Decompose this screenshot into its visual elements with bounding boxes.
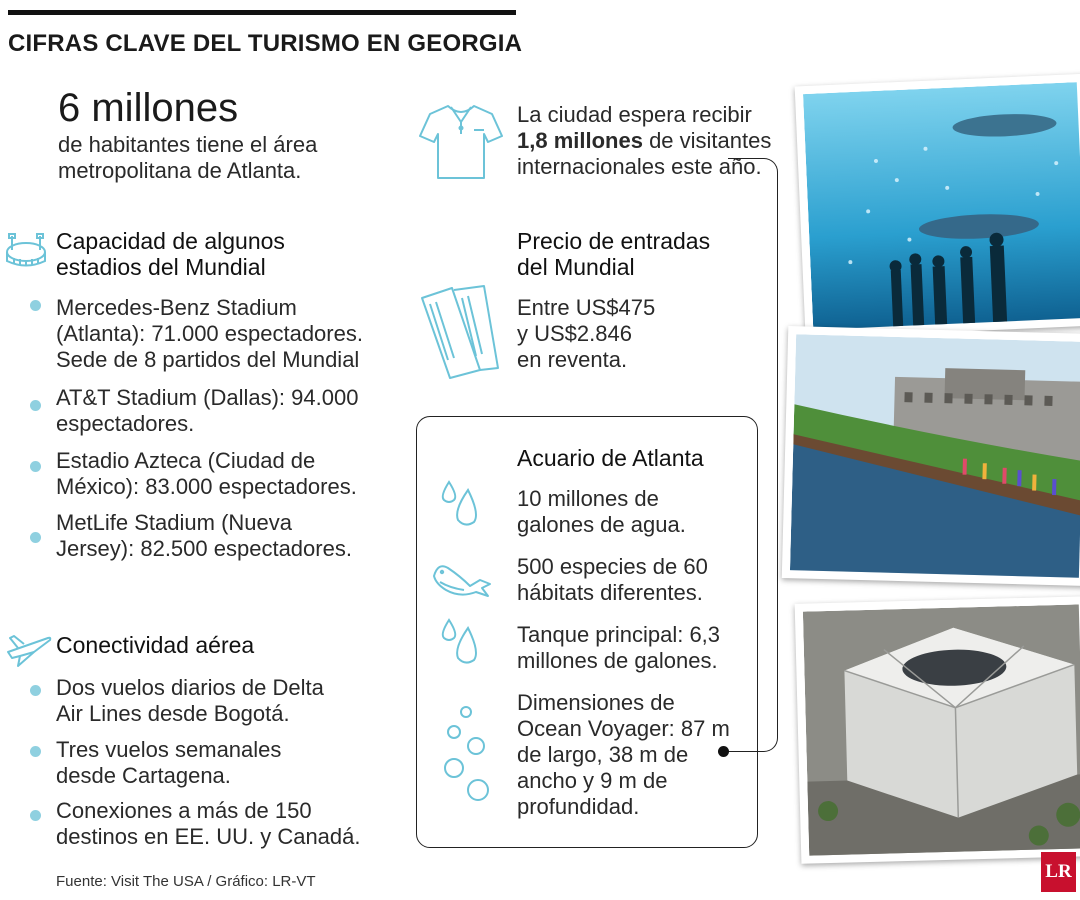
aquarium-line: Tanque principal: 6,3 bbox=[517, 622, 721, 647]
whale-icon bbox=[430, 556, 494, 600]
list-item bbox=[56, 510, 352, 562]
tickets-text bbox=[517, 295, 655, 373]
list-item-line: Dos vuelos diarios de Delta bbox=[56, 675, 324, 700]
list-item-line: espectadores. bbox=[56, 411, 195, 436]
list-item bbox=[56, 798, 361, 850]
bullet-dot bbox=[30, 532, 41, 543]
list-item bbox=[56, 295, 363, 373]
stadium-photo bbox=[795, 596, 1080, 864]
stadiums-heading bbox=[56, 228, 285, 280]
list-item bbox=[56, 737, 281, 789]
heading-line: Precio de entradas bbox=[517, 228, 711, 254]
list-item-line: (Atlanta): 71.000 espectadores. bbox=[56, 321, 363, 346]
tickets-heading bbox=[517, 228, 710, 280]
list-item-line: México): 83.000 espectadores. bbox=[56, 474, 357, 499]
aquarium-line: millones de galones. bbox=[517, 648, 718, 673]
aquarium-photo bbox=[795, 74, 1080, 338]
visitors-line-rest: de visitantes bbox=[642, 128, 772, 153]
list-item-line: desde Cartagena. bbox=[56, 763, 231, 788]
aquarium-item bbox=[517, 622, 720, 674]
airplane-icon bbox=[4, 630, 52, 670]
list-item-line: Air Lines desde Bogotá. bbox=[56, 701, 290, 726]
bullet-dot bbox=[30, 461, 41, 472]
list-item bbox=[56, 385, 358, 437]
list-item-line: Estadio Azteca (Ciudad de bbox=[56, 448, 316, 473]
aquarium-line: hábitats diferentes. bbox=[517, 580, 703, 605]
bullet-dot bbox=[30, 300, 41, 311]
aquarium-line: de largo, 38 m de bbox=[517, 742, 689, 767]
list-item-line: MetLife Stadium (Nueva bbox=[56, 510, 292, 535]
list-item-line: Mercedes-Benz Stadium bbox=[56, 295, 297, 320]
population-line: metropolitana de Atlanta. bbox=[58, 158, 302, 183]
aquarium-line: Ocean Voyager: 87 m bbox=[517, 716, 730, 741]
aquarium-line: 10 millones de bbox=[517, 486, 659, 511]
air-heading: Conectividad aérea bbox=[56, 632, 255, 658]
water-drops-icon bbox=[438, 478, 486, 530]
aquarium-line: Dimensiones de bbox=[517, 690, 675, 715]
bullet-dot bbox=[30, 746, 41, 757]
population-figure: 6 millones bbox=[58, 86, 239, 130]
stadium-icon bbox=[4, 232, 48, 270]
shirt-icon bbox=[418, 100, 504, 182]
tickets-line: en reventa. bbox=[517, 347, 628, 372]
aquarium-item bbox=[517, 486, 686, 538]
list-item-line: Conexiones a más de 150 bbox=[56, 798, 312, 823]
title-rule bbox=[8, 10, 516, 15]
heading-line: Capacidad de algunos bbox=[56, 228, 285, 254]
riverfront-photo bbox=[782, 326, 1080, 586]
aquarium-line: profundidad. bbox=[517, 794, 640, 819]
aquarium-line: 500 especies de 60 bbox=[517, 554, 708, 579]
list-item-line: Tres vuelos semanales bbox=[56, 737, 282, 762]
list-item-line: Jersey): 82.500 espectadores. bbox=[56, 536, 352, 561]
page-title: CIFRAS CLAVE DEL TURISMO EN GEORGIA bbox=[8, 30, 523, 57]
lr-logo: LR bbox=[1041, 852, 1076, 892]
visitors-line: internacionales este año. bbox=[517, 154, 762, 179]
connector-line bbox=[728, 158, 778, 752]
list-item bbox=[56, 448, 357, 500]
aquarium-item bbox=[517, 690, 730, 820]
heading-line: del Mundial bbox=[517, 254, 635, 280]
aquarium-line: galones de agua. bbox=[517, 512, 686, 537]
tickets-line: Entre US$475 bbox=[517, 295, 656, 320]
aquarium-line: ancho y 9 m de bbox=[517, 768, 668, 793]
visitors-line: La ciudad espera recibir bbox=[517, 102, 752, 127]
source-credit: Fuente: Visit The USA / Gráfico: LR-VT bbox=[56, 873, 316, 890]
population-text bbox=[58, 132, 317, 184]
visitors-figure: 1,8 millones bbox=[517, 128, 643, 153]
bullet-dot bbox=[30, 400, 41, 411]
bubbles-icon bbox=[440, 702, 494, 804]
list-item-line: AT&T Stadium (Dallas): 94.000 bbox=[56, 385, 359, 410]
aquarium-item bbox=[517, 554, 708, 606]
list-item bbox=[56, 675, 324, 727]
visitors-line bbox=[517, 128, 771, 154]
tickets-line: y US$2.846 bbox=[517, 321, 632, 346]
bullet-dot bbox=[30, 685, 41, 696]
water-drops-icon bbox=[438, 616, 486, 668]
list-item-line: destinos en EE. UU. y Canadá. bbox=[56, 824, 361, 849]
list-item-line: Sede de 8 partidos del Mundial bbox=[56, 347, 360, 372]
population-line: de habitantes tiene el área bbox=[58, 132, 318, 157]
bullet-dot bbox=[30, 810, 41, 821]
ticket-icon bbox=[418, 284, 502, 380]
aquarium-heading: Acuario de Atlanta bbox=[517, 445, 704, 471]
heading-line: estadios del Mundial bbox=[56, 254, 266, 280]
